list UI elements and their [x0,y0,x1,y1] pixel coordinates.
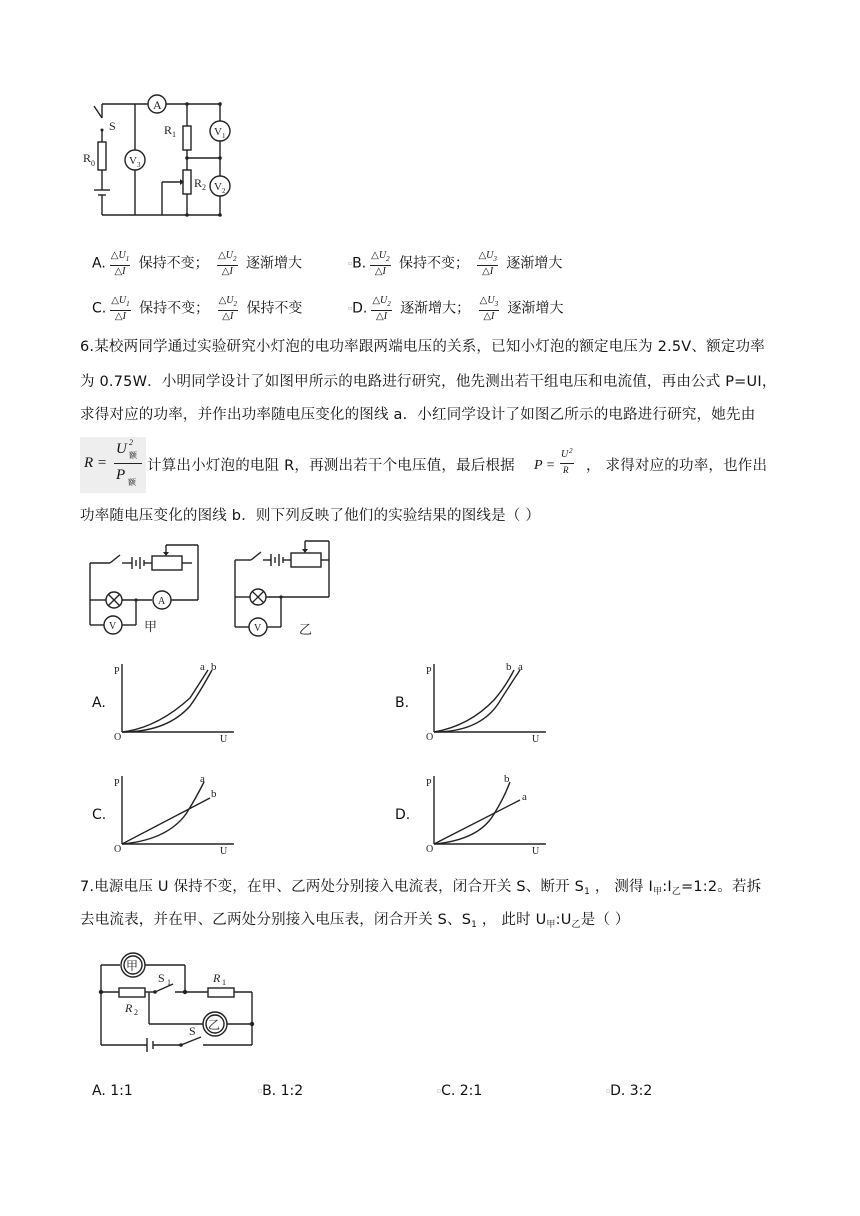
q6-formula-power: P = U 2 R [534,447,573,475]
option-text: 1:1 [110,1083,133,1099]
option-text: 逐渐增大 [507,300,564,317]
q7-jia-meter-label: 甲 [126,959,139,973]
option-text: 保持不变 [246,300,303,317]
option-letter: C. [92,300,107,317]
graph-line-label-1: b [504,773,510,785]
q7-line-2: 去电流表，并在甲、乙两处分别接入电压表，闭合开关 S、$S_1$ ， 此时 $U_甲:U_乙$是（ ） [80,912,630,930]
q6-jia-label: 甲 [144,619,158,634]
q5-option-c[interactable] [92,295,302,322]
q7-yi-meter-label: 乙 [208,1018,221,1032]
q5-v2-label: V [214,181,222,193]
q7-r1-sub: 1 [222,978,226,987]
fraction: $\frac{\triangle U_2}{\triangle I}$ [218,295,237,322]
graph-line-label-1: a [200,661,205,673]
option-letter: D. [352,300,368,317]
option-text: 保持不变； [138,255,209,272]
q5-v3-sub: 3 [137,161,141,169]
q6-circuit-jia [80,535,220,640]
graph-line-label-1: a [200,773,205,785]
q6-jia-ammeter-label: A [158,596,166,607]
q6-option-a-letter[interactable]: A. [92,695,106,711]
option-text: 保持不变； [399,255,470,272]
graph-o-label: O [426,844,434,855]
graph-p-label: P [114,778,120,789]
q6-jia-voltmeter-label: V [109,621,117,632]
option-text: 保持不变； [139,300,210,317]
option-text: 1:2 [280,1083,304,1099]
q5-option-a[interactable] [92,250,302,277]
q6-graph-a [112,658,242,745]
graph-u-label: U [532,846,540,857]
option-text: 逐渐增大 [245,255,302,272]
option-letter: B. [262,1083,277,1099]
q6-line-2: 为 0.75W．小明同学设计了如图甲所示的电路进行研究，他先测出若干组电压和电流值，再由公式 P=UI， [80,374,777,390]
fraction: $\frac{\triangle U_2}{\triangle I}$ [372,295,391,322]
q5-r2-sub: 2 [202,183,206,192]
q5-r1-label: R [164,123,173,137]
graph-line-label-2: b [211,661,217,673]
q5-ammeter-label: A [153,98,162,112]
q5-v1-sub: 1 [222,132,226,140]
q7-s-label: S [189,1024,196,1038]
option-text: 2:1 [459,1083,483,1099]
graph-line-label-1: b [506,661,512,673]
q5-v2-sub: 2 [222,187,226,195]
q5-r0-sub: 0 [91,159,95,168]
q6-option-b-letter[interactable]: B. [395,695,410,711]
q5-option-d[interactable]: ▫D. $\frac{\triangle U_2}{\triangle I}$ 逐渐增大； $\frac{\triangle U_3}{\triangle I}$ 逐渐增大 [348,295,564,322]
graph-u-label: U [532,734,540,745]
option-text: 逐渐增大； [400,300,471,317]
q6-circuit-yi [225,535,345,640]
fraction: $\frac{\triangle U_1}{\triangle I}$ [111,295,130,322]
fraction: $\frac{\triangle U_2}{\triangle I}$ [218,250,237,277]
fraction: $\frac{\triangle U_3}{\triangle I}$ [479,295,499,322]
graph-o-label: O [114,844,122,855]
fraction: $\frac{\triangle U_3}{\triangle I}$ [478,250,497,277]
q6-line-5: 功率随电压变化的图线 b．则下列反映了他们的实验结果的图线是（ ） [80,508,541,524]
q6-graph-d [424,770,554,857]
fraction: $\frac{\triangle U_1}{\triangle I}$ [110,250,130,277]
graph-u-label: U [220,846,228,857]
graph-line-label-2: a [518,661,523,673]
graph-u-label: U [220,734,228,745]
q5-switch-label: S [109,119,116,133]
q6-yi-voltmeter-label: V [254,623,262,634]
graph-o-label: O [114,732,122,743]
q6-graph-c [112,770,242,857]
q7-s1-label: S [158,971,165,985]
q7-option-a[interactable] [92,1083,133,1099]
q5-r0-label: R [83,151,92,165]
q7-r2-sub: 2 [134,1008,138,1017]
graph-o-label: O [426,732,434,743]
q5-v1-label: V [214,126,222,138]
q5-v3-label: V [129,155,137,167]
q6-line-1: 6.某校两同学通过实验研究小灯泡的电功率跟两端电压的关系，已知小灯泡的额定电压为 2.5V、额定功率 [80,339,765,355]
q7-line-1: 7.电源电压 U 保持不变，在甲、乙两处分别接入电流表，闭合开关 S、断开 $S_1$ ， 测得 $I_甲:I_乙=1:2$。若拆 [80,879,762,897]
q6-line-4b: ， 求得对应的功率，也作出 [586,458,768,474]
q6-line-4a: 计算出小灯泡的电阻 R，再测出若干个电压值，最后根据 [147,458,515,474]
option-letter: D. [610,1083,626,1099]
option-letter: B. [352,255,367,272]
graph-line-label-2: a [522,791,527,803]
option-text: 3:2 [629,1083,653,1099]
graph-p-label: P [426,778,432,789]
option-text: 逐渐增大 [506,255,563,272]
q7-s1-sub: 1 [167,978,171,987]
fraction: $\frac{\triangle U_2}{\triangle I}$ [371,250,390,277]
q7-option-b[interactable]: ▫B. 1:2 [258,1083,304,1099]
graph-p-label: P [114,666,120,677]
option-letter: A. [92,255,106,272]
q6-graph-b [424,658,554,745]
option-letter: A. [92,1083,106,1099]
q5-r1-sub: 1 [172,130,176,139]
q7-r2-label: R [125,1001,133,1015]
q6-option-c-letter[interactable]: C. [92,807,107,823]
option-letter: C. [441,1083,456,1099]
q7-r1-label: R [213,971,221,985]
q6-formula-resistance: R = U 2 额 P 额 [80,437,146,493]
q6-line-3: 求得对应的功率，并作出功率随电压变化的图线 a．小红同学设计了如图乙所示的电路进行研究，她先由 [80,407,756,423]
q6-yi-label: 乙 [299,622,313,637]
q7-circuit-diagram [95,950,260,1060]
q6-option-d-letter[interactable]: D. [395,807,411,823]
q5-r2-label: R [194,176,203,190]
q5-circuit-diagram [80,90,250,230]
q7-option-d[interactable]: ▫D. 3:2 [606,1083,653,1099]
q5-option-b[interactable]: ▫B. $\frac{\triangle U_2}{\triangle I}$ 保持不变； $\frac{\triangle U_3}{\triangle I}$ 逐渐增大 [348,250,563,277]
graph-line-label-2: b [211,788,217,800]
q7-option-c[interactable]: ▫C. 2:1 [437,1083,483,1099]
graph-p-label: P [426,666,432,677]
